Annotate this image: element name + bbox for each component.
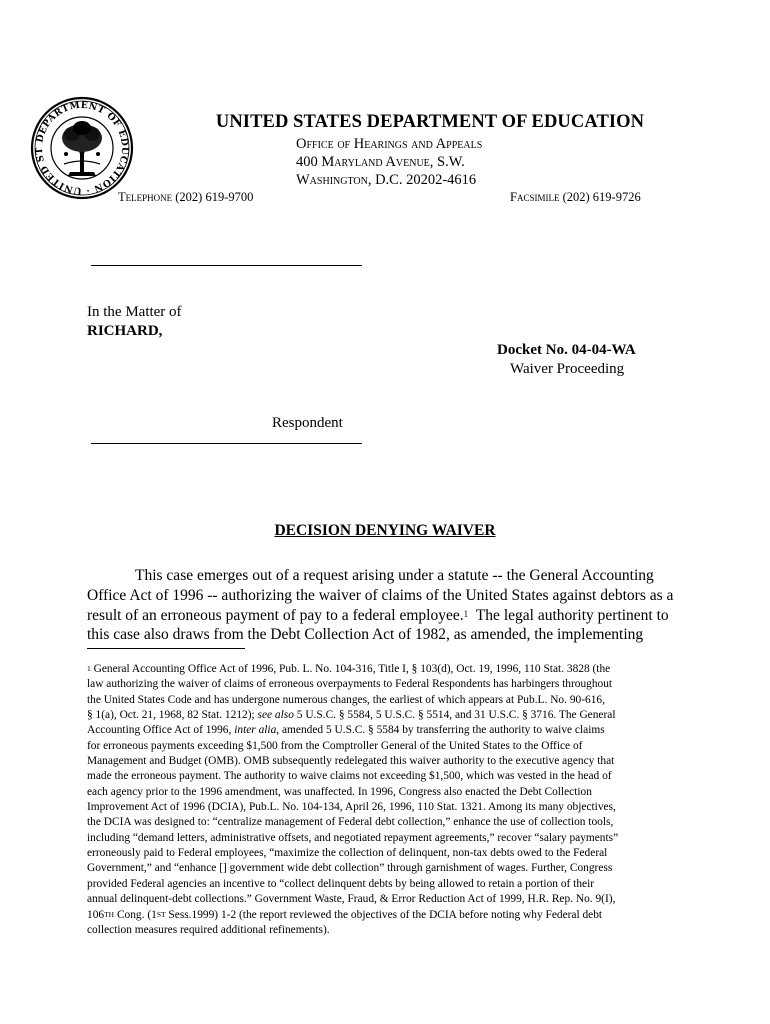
city-address: Washington, D.C. 20202-4616: [296, 172, 477, 188]
footnote-line: [87, 723, 687, 738]
footnote-text: , amended 5 U.S.C. § 5584 by transferring the authority to waive claims: [276, 724, 605, 737]
footnote-text: General Accounting Office Act of 1996, Pub. L. No. 104-316, Title I, § 103(d), Oct. 19, 1996, 110 Stat. 3828 (the: [90, 663, 611, 675]
street-address: 400 Maryland Avenue, S.W.: [296, 154, 465, 170]
footnote-italic: inter alia: [234, 724, 277, 737]
footnote-line: Government,” and “enhance [] government wide debt collection” through garnishment of wages. Further, Congress: [87, 862, 613, 875]
office-name: Office of Hearings and Appeals: [296, 136, 483, 152]
footnote-line: [87, 662, 687, 677]
footnote-text: Accounting Office Act of 1996,: [87, 724, 235, 737]
body-line-text: The legal authority pertinent to: [475, 606, 669, 624]
footnote-text: Cong. (1: [114, 908, 157, 921]
footnote-line: collection measures required additional refinements).: [87, 923, 330, 936]
footnote-line: provided Federal agencies an incentive to “collect delinquent debts by being allowed to retain a portion of their: [87, 877, 595, 890]
seal-icon: [28, 94, 136, 202]
proceeding-type: Waiver Proceeding: [510, 361, 625, 377]
footnote-line: [87, 708, 687, 723]
seal-tree-icon: [62, 121, 102, 176]
department-seal: [28, 94, 136, 202]
body-line-text: result of an erroneous payment of pay to a federal employee.: [87, 606, 464, 624]
footnote-line: erroneously paid to Federal employees, “maximize the collection of delinquent, non-tax debts owed to the Federal: [87, 847, 608, 860]
footnote-line: each agency prior to the 1996 amendment, was unaffected. In 1996, Congress also enacted the Debt Collection: [87, 785, 592, 798]
party-name: RICHARD,: [87, 323, 163, 339]
footnote-line: law authorizing the waiver of claims of erroneous overpayments to Federal Respondents has harbingers throughout: [87, 678, 613, 691]
facsimile-number: Facsimile (202) 619-9726: [510, 190, 641, 204]
footnote-line: annual delinquent-debt collections.” Government Waste, Fraud, & Error Reduction Act of 1999, H.R. Rep. No. 9(I),: [87, 893, 616, 906]
footnote-line: Management and Budget (OMB). OMB subsequently redelegated this waiver authority to the executive agency that: [87, 755, 615, 768]
footnote-line: Improvement Act of 1996 (DCIA), Pub.L. No. 104-134, April 26, 1996, 110 Stat. 1321. Among its many objectives,: [87, 801, 616, 814]
footnote-line: the United States Code and has undergone numerous changes, the earliest of which appears at Pub.L. No. 90-616,: [87, 693, 605, 706]
matter-label: In the Matter of: [87, 304, 182, 320]
footnote-superscript: TH: [104, 909, 115, 919]
footnote-line: [87, 908, 687, 923]
body-line: [87, 606, 687, 626]
footnote-line: the DCIA was designed to: “centralize management of Federal debt collection,” enhance the use of collection tools,: [87, 816, 614, 829]
decision-heading-text: DECISION DENYING WAIVER: [274, 522, 496, 539]
footnote-text: § 1(a), Oct. 21, 1968, 82 Stat. 1212);: [87, 709, 258, 722]
body-line: Office Act of 1996 -- authorizing the waiver of claims of the United States against debtors as a: [87, 586, 674, 604]
body-line: This case emerges out of a request arising under a statute -- the General Accounting: [135, 567, 654, 584]
seal-text: DEPARTMENT OF EDUCATION · UNITED ST: [33, 99, 131, 197]
footnote-line: made the erroneous payment. The authority to waive claims not exceeding $1,500, which was vested in the head of: [87, 770, 612, 783]
footnote-line: including “demand letters, administrative offsets, and negotiated repayment agreements,” recover “salary payments”: [87, 831, 619, 844]
decision-body: [87, 566, 687, 645]
footnote-italic: see also: [257, 709, 294, 722]
respondent-label: Respondent: [272, 415, 343, 431]
footnote-superscript: ST: [156, 909, 166, 919]
department-title: UNITED STATES DEPARTMENT OF EDUCATION: [215, 112, 645, 132]
docket-number: Docket No. 04-04-WA: [497, 342, 636, 358]
telephone-number: Telephone (202) 619-9700: [118, 190, 254, 204]
footnote-rule: [87, 648, 245, 649]
footnote-reference[interactable]: 1: [463, 608, 469, 619]
decision-heading: [0, 522, 770, 540]
footnote-text: Sess.1999) 1-2 (the report reviewed the objectives of the DCIA before noting why Federal debt: [165, 908, 603, 921]
caption-top-rule: [91, 265, 362, 266]
caption-bottom-rule: [91, 443, 362, 444]
footnote-text: 5 U.S.C. § 5584, 5 U.S.C. § 5514, and 31 U.S.C. § 3716. The General: [293, 709, 616, 722]
body-line: this case also draws from the Debt Collection Act of 1982, as amended, the implementing: [87, 626, 644, 644]
footnote-line: for erroneous payments exceeding $1,500 from the Comptroller General of the United States to the Office of: [87, 739, 583, 752]
footnote-text: 106: [87, 908, 105, 921]
footnote: [87, 662, 687, 938]
footnote-marker: 1: [87, 664, 91, 673]
